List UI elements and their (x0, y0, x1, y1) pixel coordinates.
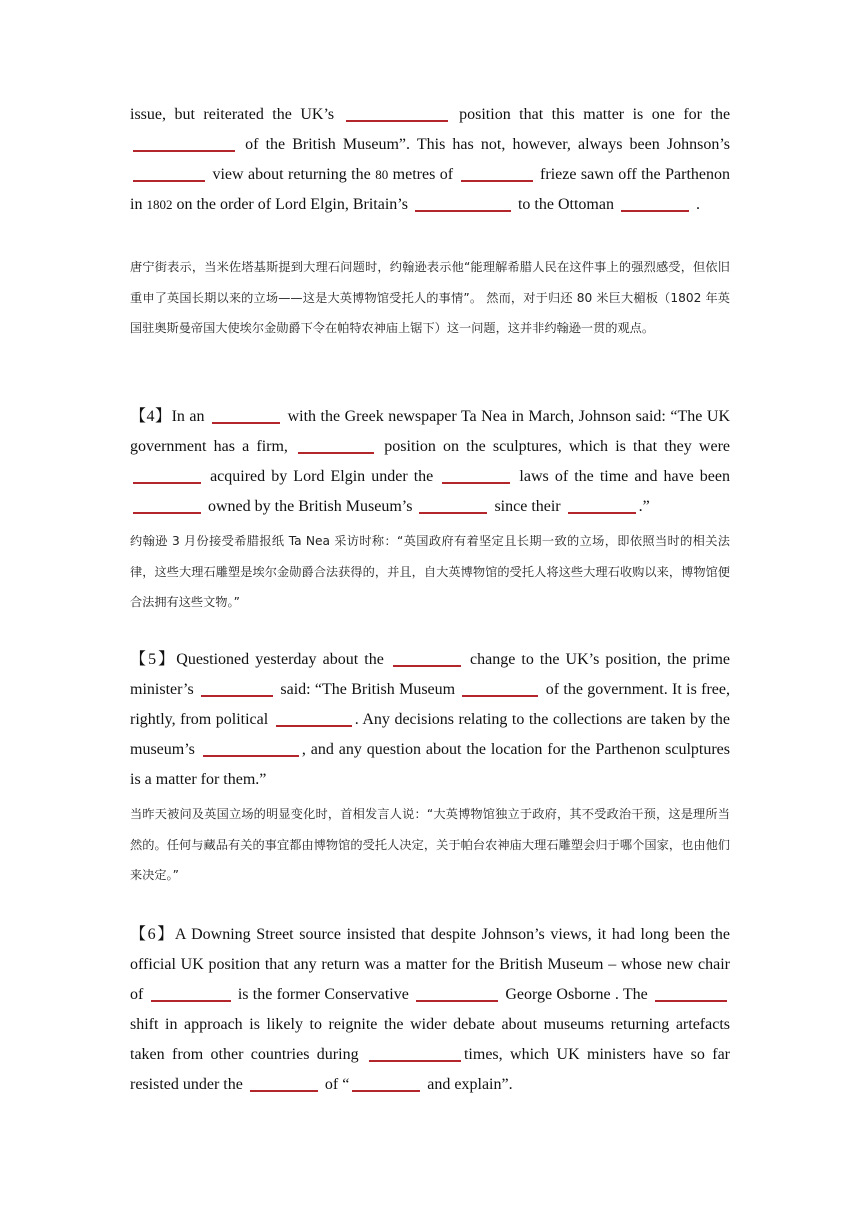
text: is the former Conservative (237, 986, 409, 1003)
number: 1802 (146, 197, 173, 212)
answer-blank[interactable] (133, 164, 205, 182)
text: owned by the British Museum’s (208, 498, 413, 515)
answer-blank[interactable] (415, 194, 511, 212)
answer-blank[interactable] (352, 1074, 420, 1092)
text: view about returning the (212, 166, 371, 183)
answer-blank[interactable] (203, 739, 299, 757)
text: . (695, 196, 700, 213)
text: George Osborne . The (505, 986, 648, 1003)
text: of the government. It is free, rightly, from political (130, 681, 731, 728)
text: . Any decisions relating to the collections are taken by the museum’s (130, 711, 731, 758)
text: on the order of Lord Elgin, Britain’s (176, 196, 408, 213)
answer-blank[interactable] (369, 1044, 461, 1062)
text: position on the sculptures, which is that they were (384, 438, 731, 455)
answer-blank[interactable] (276, 709, 352, 727)
text: laws of the time and have been (519, 468, 731, 485)
text: shift in approach is likely to reignite the wider debate about museums returning artefacts taken from other countries during (130, 1016, 730, 1063)
paragraph-5-chinese: 当昨天被问及英国立场的明显变化时，首相发言人说：“大英博物馆独立于政府，其不受政治干预，这是理所当然的。任何与藏品有关的事宜都由博物馆的受托人决定，关于帕台农神庙大理石雕塑会归于哪个国家，也由他们来决定。” (130, 807, 730, 882)
text: acquired by Lord Elgin under the (210, 468, 434, 485)
text: issue, but reiterated the UK’s (130, 106, 335, 123)
answer-blank[interactable] (393, 649, 461, 667)
paragraph-3-english (130, 100, 730, 220)
text: said: “The British Museum (280, 681, 456, 698)
answer-blank[interactable] (212, 406, 280, 424)
answer-blank[interactable] (462, 679, 538, 697)
paragraph-3-chinese: 唐宁街表示，当米佐塔基斯提到大理石问题时，约翰逊表示他“能理解希腊人民在这件事上的强烈感受，但依旧重申了英国长期以来的立场——这是大英博物馆受托人的事情”。 然而，对于归还 80 米巨大楣板（1802 年英国驻奥斯曼帝国大使埃尔金勋爵下令在帕特农神庙上锯下）这一问题，这并非约翰逊一贯的观点。 (130, 260, 730, 335)
text: position that this matter is one for the (459, 106, 731, 123)
answer-blank[interactable] (346, 104, 448, 122)
text: times, which UK ministers have so far resisted under the (130, 1046, 731, 1093)
answer-blank[interactable] (201, 679, 273, 697)
paragraph-6-english (130, 920, 730, 1100)
answer-blank[interactable] (621, 194, 689, 212)
answer-blank[interactable] (298, 436, 374, 454)
paragraph-number: 【6】 (130, 926, 175, 943)
text: Questioned yesterday about the (176, 651, 384, 668)
text: and explain”. (427, 1076, 513, 1093)
text: of “ (324, 1076, 350, 1093)
answer-blank[interactable] (655, 984, 727, 1002)
answer-blank[interactable] (151, 984, 231, 1002)
text: frieze sawn off the Parthenon in (130, 166, 730, 213)
paragraph-4-chinese: 约翰逊 3 月份接受希腊报纸 Ta Nea 采访时称：“英国政府有着坚定且长期一致的立场，即依照当时的相关法律，这些大理石雕塑是埃尔金勋爵合法获得的，并且，自大英博物馆的受托人将这些大理石收购以来，博物馆便合法拥有这些文物。” (130, 534, 730, 609)
text: to the Ottoman (517, 196, 614, 213)
text: change to the UK’s position, the prime minister’s (130, 651, 731, 698)
answer-blank[interactable] (461, 164, 533, 182)
answer-blank[interactable] (133, 496, 201, 514)
answer-blank[interactable] (133, 466, 201, 484)
text: .” (638, 498, 650, 515)
answer-blank[interactable] (416, 984, 498, 1002)
answer-blank[interactable] (419, 496, 487, 514)
text: metres of (392, 166, 454, 183)
text: , and any question about the location for the Parthenon sculptures is a matter for them.” (130, 741, 730, 788)
answer-blank[interactable] (133, 134, 235, 152)
text: since their (494, 498, 561, 515)
answer-blank[interactable] (250, 1074, 318, 1092)
paragraph-number: 【5】 (130, 651, 177, 668)
text: A Downing Street source insisted that despite Johnson’s views, it had long been the official UK position that any return was a matter for the British Museum – whose new chair of (130, 926, 730, 1003)
paragraph-4-english (130, 402, 730, 522)
text: In an (171, 408, 205, 425)
text: of the British Museum”. This has not, however, always been Johnson’s (245, 136, 731, 153)
number: 80 (375, 167, 389, 182)
paragraph-5-english (130, 645, 730, 795)
text: with the Greek newspaper Ta Nea in March, Johnson said: “The UK government has a firm, (130, 408, 731, 455)
paragraph-number: 【4】 (130, 408, 172, 425)
answer-blank[interactable] (568, 496, 636, 514)
answer-blank[interactable] (442, 466, 510, 484)
